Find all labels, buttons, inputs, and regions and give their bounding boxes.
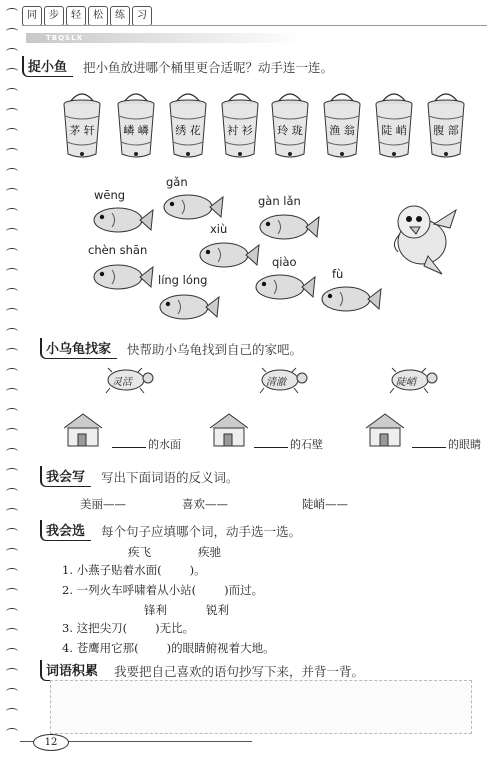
bucket[interactable] <box>166 92 210 162</box>
bucket-dot <box>80 152 84 156</box>
section-choose-title <box>40 520 301 541</box>
antonym-item[interactable]: 陡峭—— <box>302 497 348 511</box>
fish-icon[interactable] <box>156 290 220 324</box>
bucket-dot <box>238 152 242 156</box>
sentence-end: )。 <box>189 563 206 577</box>
sentence-end: )而过。 <box>224 583 264 597</box>
fish-pinyin: líng lóng <box>158 273 208 287</box>
house-icon[interactable] <box>60 412 106 448</box>
house-blank[interactable] <box>254 436 323 452</box>
fish-icon[interactable] <box>90 260 154 294</box>
fish-pinyin: gàn lǎn <box>258 194 301 208</box>
turtle-word: 陡峭 <box>396 377 416 388</box>
header-banner <box>26 33 306 43</box>
sentence-text: 2. 一列火车呼啸着从小站( <box>62 583 197 597</box>
series-char: 习 <box>132 6 152 26</box>
bucket[interactable] <box>218 92 262 162</box>
spiral-binding <box>6 0 20 758</box>
section-instruction: 写出下面词语的反义词。 <box>101 469 239 485</box>
antonym-item[interactable]: 喜欢—— <box>182 497 228 511</box>
sentence-text: 4. 苍鹰用它那( <box>62 641 139 655</box>
choice-word: 锋利 <box>144 603 167 617</box>
writing-area[interactable] <box>50 680 472 734</box>
header-rule <box>22 25 487 26</box>
section-tag: 我会选 <box>40 520 91 541</box>
choice-word: 锐利 <box>206 603 229 617</box>
bucket-dot <box>134 152 138 156</box>
bucket-word: 陡 峭 <box>381 124 407 137</box>
fish-icon[interactable] <box>318 282 382 316</box>
sentence-end: )的眼睛俯视着大地。 <box>166 641 275 655</box>
section-tag: 小乌龟找家 <box>40 338 117 359</box>
bucket-dot <box>288 152 292 156</box>
sentence-text: 3. 这把尖刀( <box>62 621 128 635</box>
fish-pinyin: xiù <box>210 222 228 236</box>
section-tag: 捉小鱼 <box>22 56 73 77</box>
choice-word: 疾飞 <box>128 545 151 559</box>
series-char: 步 <box>44 6 64 26</box>
sentence-3 <box>62 620 194 636</box>
section-catch-fish-title <box>22 56 333 77</box>
turtle-word: 灵活 <box>112 377 132 388</box>
turtle-card[interactable] <box>100 366 154 394</box>
section-instruction: 每个句子应填哪个词，动手选一选。 <box>101 523 302 539</box>
bucket-word: 衬 衫 <box>227 124 253 137</box>
bucket[interactable] <box>424 92 468 162</box>
series-char: 同 <box>22 6 42 26</box>
series-char: 练 <box>110 6 130 26</box>
bucket-word: 嶙 嶙 <box>123 124 149 137</box>
turtle-card[interactable] <box>384 366 438 394</box>
bucket[interactable] <box>268 92 312 162</box>
sentence-text: 1. 小燕子贴着水面( <box>62 563 162 577</box>
bucket[interactable] <box>60 92 104 162</box>
house-icon[interactable] <box>362 412 408 448</box>
blank-suffix: 的水面 <box>148 438 181 451</box>
bucket-dot <box>340 152 344 156</box>
bucket-dot <box>392 152 396 156</box>
bucket-word: 玲 珑 <box>277 124 303 137</box>
section-accumulate-title <box>40 660 364 681</box>
bucket-word: 腹 部 <box>433 124 459 137</box>
section-instruction: 快帮助小乌龟找到自己的家吧。 <box>127 341 303 357</box>
bucket[interactable] <box>372 92 416 162</box>
bucket-word: 绣 花 <box>175 124 201 137</box>
bucket[interactable] <box>320 92 364 162</box>
fish-pinyin: chèn shān <box>88 243 148 257</box>
header-subtitle: TBQSLX <box>46 34 83 42</box>
bird-icon <box>384 194 464 284</box>
bucket-word: 茅 轩 <box>69 124 95 137</box>
bucket[interactable] <box>114 92 158 162</box>
sentence-4 <box>62 640 275 656</box>
blank-suffix: 的眼睛 <box>448 438 481 451</box>
fish-icon[interactable] <box>90 203 154 237</box>
section-turtle-title <box>40 338 302 359</box>
sentence-2 <box>62 582 263 598</box>
bucket-dot <box>444 152 448 156</box>
house-blank[interactable] <box>112 436 181 452</box>
section-antonym-title <box>40 466 239 487</box>
fish-icon[interactable] <box>256 210 320 244</box>
series-char: 松 <box>88 6 108 26</box>
section-instruction: 把小鱼放进哪个桶里更合适呢？动手连一连。 <box>83 59 334 75</box>
antonym-item[interactable]: 美丽—— <box>80 497 126 511</box>
page-number: 12 <box>33 734 69 751</box>
fish-pinyin: fù <box>332 267 344 281</box>
section-instruction: 我要把自己喜欢的语句抄写下来，并背一背。 <box>114 663 365 679</box>
section-tag: 词语积累 <box>40 660 104 681</box>
bucket-dot <box>186 152 190 156</box>
blank-suffix: 的石壁 <box>290 438 323 451</box>
fish-pinyin: wēng <box>94 188 126 202</box>
turtle-word: 清澈 <box>266 377 286 388</box>
house-icon[interactable] <box>206 412 252 448</box>
bucket-word: 渔 翁 <box>329 124 355 137</box>
choice-word: 疾驰 <box>198 545 221 559</box>
section-tag: 我会写 <box>40 466 91 487</box>
fish-icon[interactable] <box>160 190 224 224</box>
house-blank[interactable] <box>412 436 481 452</box>
turtle-card[interactable] <box>254 366 308 394</box>
fish-icon[interactable] <box>196 238 260 272</box>
series-char: 轻 <box>66 6 86 26</box>
sentence-end: )无比。 <box>155 621 195 635</box>
fish-pinyin: gǎn <box>166 175 188 189</box>
fish-icon[interactable] <box>252 270 316 304</box>
sentence-1 <box>62 562 206 578</box>
fish-pinyin: qiào <box>272 255 297 269</box>
